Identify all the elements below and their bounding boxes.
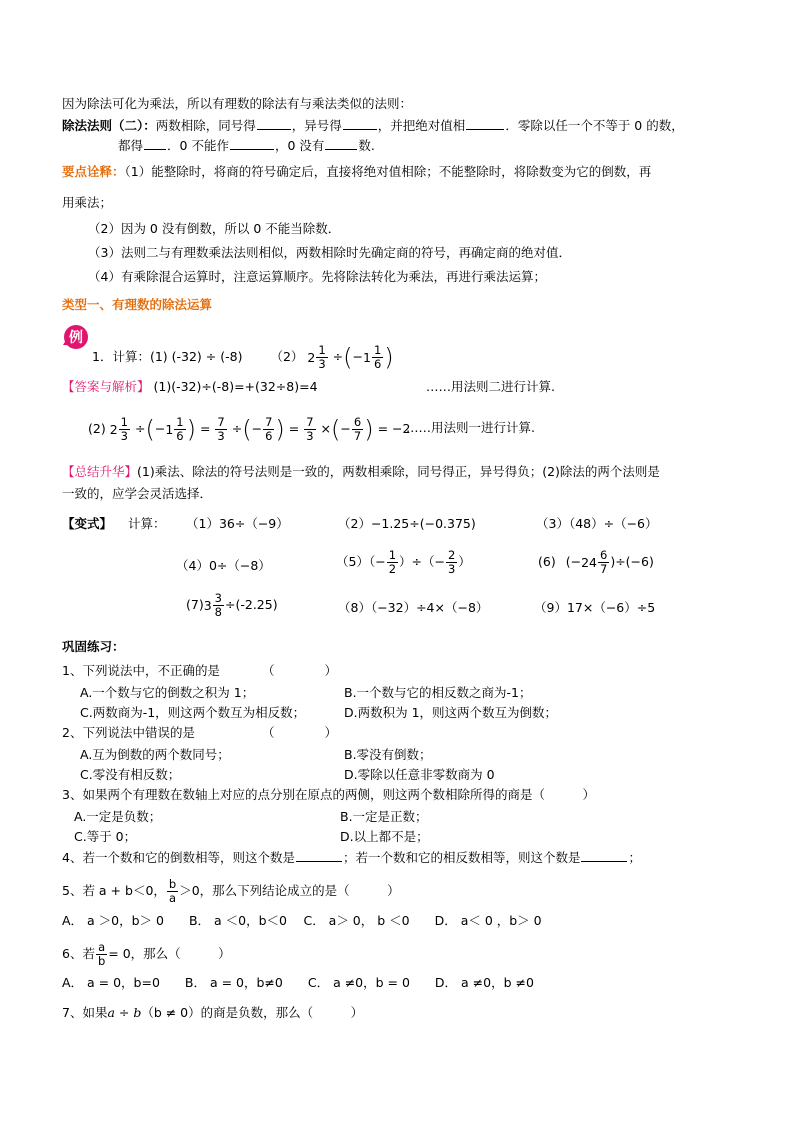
q2-option-c: C.零没有相反数； (80, 767, 181, 782)
variant-label: 【变式】 计算： (62, 516, 166, 531)
q1-option-c: C.两数商为-1，则这两个数互为相反数； (80, 705, 306, 720)
blank (581, 849, 627, 862)
blank (230, 137, 274, 150)
variant-2: （2）−1.25÷(−0.375) (338, 516, 476, 531)
question-1: 1、下列说法中，不正确的是 (62, 663, 220, 678)
rule-line-2 (118, 137, 375, 155)
example-badge-label: 例 (69, 330, 83, 346)
blank (257, 117, 291, 130)
key-point-1: （1）能整除时，将商的符号确定后，直接将绝对值相除；不能整除时，将除数变为它的倒数，再 (124, 164, 652, 179)
example-q2-label: （2） (270, 349, 304, 364)
variant-5: （5）（− $\frac{1}{2}$ ）÷（− $\frac{2}{3}$ ） (336, 548, 471, 576)
rule-text: ，并把绝对值相 (377, 118, 466, 133)
q3-option-b: B.一定是正数； (340, 809, 428, 824)
variant-1: （1）36÷（−9） (186, 516, 289, 531)
key-points-line-1 (62, 163, 651, 181)
q2-option-a: A.互为倒数的两个数同号； (80, 747, 230, 762)
blank (325, 137, 357, 150)
blank (144, 137, 166, 150)
intro-text: 因为除法可化为乘法，所以有理数的除法有与乘法类似的法则： (62, 96, 413, 111)
variant-8: （8）（−32）÷4×（−8） (338, 600, 489, 615)
rule-text: 都得 (118, 138, 144, 153)
answer-line-1 (62, 378, 318, 396)
key-point-4: （4）有乘除混合运算时，注意运算顺序。先将除法转化为乘法，再进行乘法运算； (88, 269, 546, 284)
q1-option-a: A.一个数与它的倒数之积为 1； (80, 685, 255, 700)
variant-6: (6) (− 24 $\frac{6}{7}$ )÷(−6) (538, 548, 654, 576)
q2-option-d: D.零除以任意非零数商为 0 (344, 767, 495, 782)
variant-3: （3）（48）÷（−6） (536, 516, 658, 531)
summary-line-1: 【总结升华】(1)乘法、除法的符号法则是一致的，两数相乘除，同号得正，异号得负；(2)除法的两个法则是 (62, 464, 660, 479)
question-2: 2、下列说法中错误的是 (62, 725, 195, 740)
key-points-line-1b: 用乘法； (62, 195, 113, 210)
rule-text: ，异号得 (291, 118, 342, 133)
question-7: 7、如果a ÷ b（b ≠ 0）的商是负数，那么（ ） (62, 1005, 364, 1020)
variant-9: （9）17×（−6）÷5 (534, 600, 656, 615)
rule-label: 除法法则（二）： (62, 118, 156, 133)
key-point-2: （2）因为 0 没有倒数，所以 0 不能当除数． (88, 221, 341, 236)
rule-text: ．零除以任一个不等于 0 的数， (505, 118, 684, 133)
answer-label: 【答案与解析】 (62, 379, 150, 394)
blank (466, 117, 504, 130)
answer-note-2: ……用法则一进行计算. (406, 420, 535, 435)
practice-title: 巩固练习： (62, 639, 125, 654)
q1-option-b: B.一个数与它的相反数之商为-1； (344, 685, 532, 700)
rule-text: 两数相除，同号得 (155, 118, 256, 133)
rule-text: ，0 没有 (274, 138, 325, 153)
q3-option-c: C.等于 0； (74, 829, 137, 844)
q5-options: A． a ＞0，b＞ 0 B． a ＜0，b＜0 C． a＞ 0， b ＜0 D． a＜ 0 ，b＞ 0 (62, 913, 542, 928)
example-badge-icon (60, 323, 90, 351)
question-4: 4、若一个数和它的倒数相等，则这个数是 ；若一个数和它的相反数相等，则这个数是 ； (62, 850, 641, 865)
blank (296, 849, 342, 862)
q2-option-b: B.零没有倒数； (344, 747, 432, 762)
rule-text: ．0 不能作 (167, 138, 229, 153)
key-point-3: （3）法则二与有理数乘法法则相似，两数相除时先确定商的符号，再确定商的绝对值． (88, 245, 571, 260)
mixed-number: 1 $\frac{1}{6}$ (362, 343, 382, 371)
variant-7: (7) 3 $\frac{3}{8}$ ÷(-2.25) (186, 591, 278, 619)
question-3: 3、如果两个有理数在数轴上对应的点分别在原点的两侧，则这两个数相除所得的商是（ ） (62, 787, 595, 802)
blank (343, 117, 377, 130)
mixed-number: 2 $\frac{1}{3}$ (307, 343, 326, 371)
rule-text: 数. (358, 138, 375, 153)
variant-4: （4）0÷（−8） (176, 558, 271, 573)
example-q1: 1．计算：(1) (-32) ÷ (-8) (92, 349, 243, 364)
rule-line-1 (62, 117, 684, 135)
q3-option-d: D.以上都不是； (340, 829, 429, 844)
q1-option-d: D.两数积为 1，则这两个数互为倒数； (344, 705, 558, 720)
answer-note-1: ……用法则二进行计算. (426, 379, 555, 394)
summary-line-2: 一致的，应学会灵活选择． (62, 486, 213, 501)
question-5: 5、若 a + b＜0， $\frac{b}{a}$ ＞0，那么下列结论成立的是（ ） (62, 877, 400, 905)
example-question: 1．计算：(1) (-32) ÷ (-8) （2） 2 $\frac{1}{3}$ ÷(− 1 $\frac{1}{6}$ ) (92, 343, 394, 372)
question-6: 6、若 $\frac{a}{b}$ = 0，那么（ ） (62, 940, 231, 968)
question-1-paren: （ ） (262, 663, 338, 678)
section-title: 类型一、有理数的除法运算 (62, 297, 213, 312)
answer-line-2: (2) 2 $\frac{1}{3}$ ÷(− 1 $\frac{1}{6}$ ) = $\frac{7}{3}$ ÷(− $\frac{7}{6}$ ) = $\frac{7}{3}$ ×(− $\frac{6}{7}$ ) = −2 (88, 415, 411, 444)
q6-options: A． a = 0，b=0 B． a = 0，b≠0 C． a ≠0，b = 0 D． a ≠0，b ≠0 (62, 975, 534, 990)
q3-option-a: A.一定是负数； (74, 809, 162, 824)
key-points-label: 要点诠释： (62, 164, 125, 179)
answer-1: (1)(-32)÷(-8)=+(32÷8)=4 (153, 379, 318, 394)
summary-label: 【总结升华】 (62, 464, 138, 479)
question-2-paren: （ ） (262, 725, 338, 740)
